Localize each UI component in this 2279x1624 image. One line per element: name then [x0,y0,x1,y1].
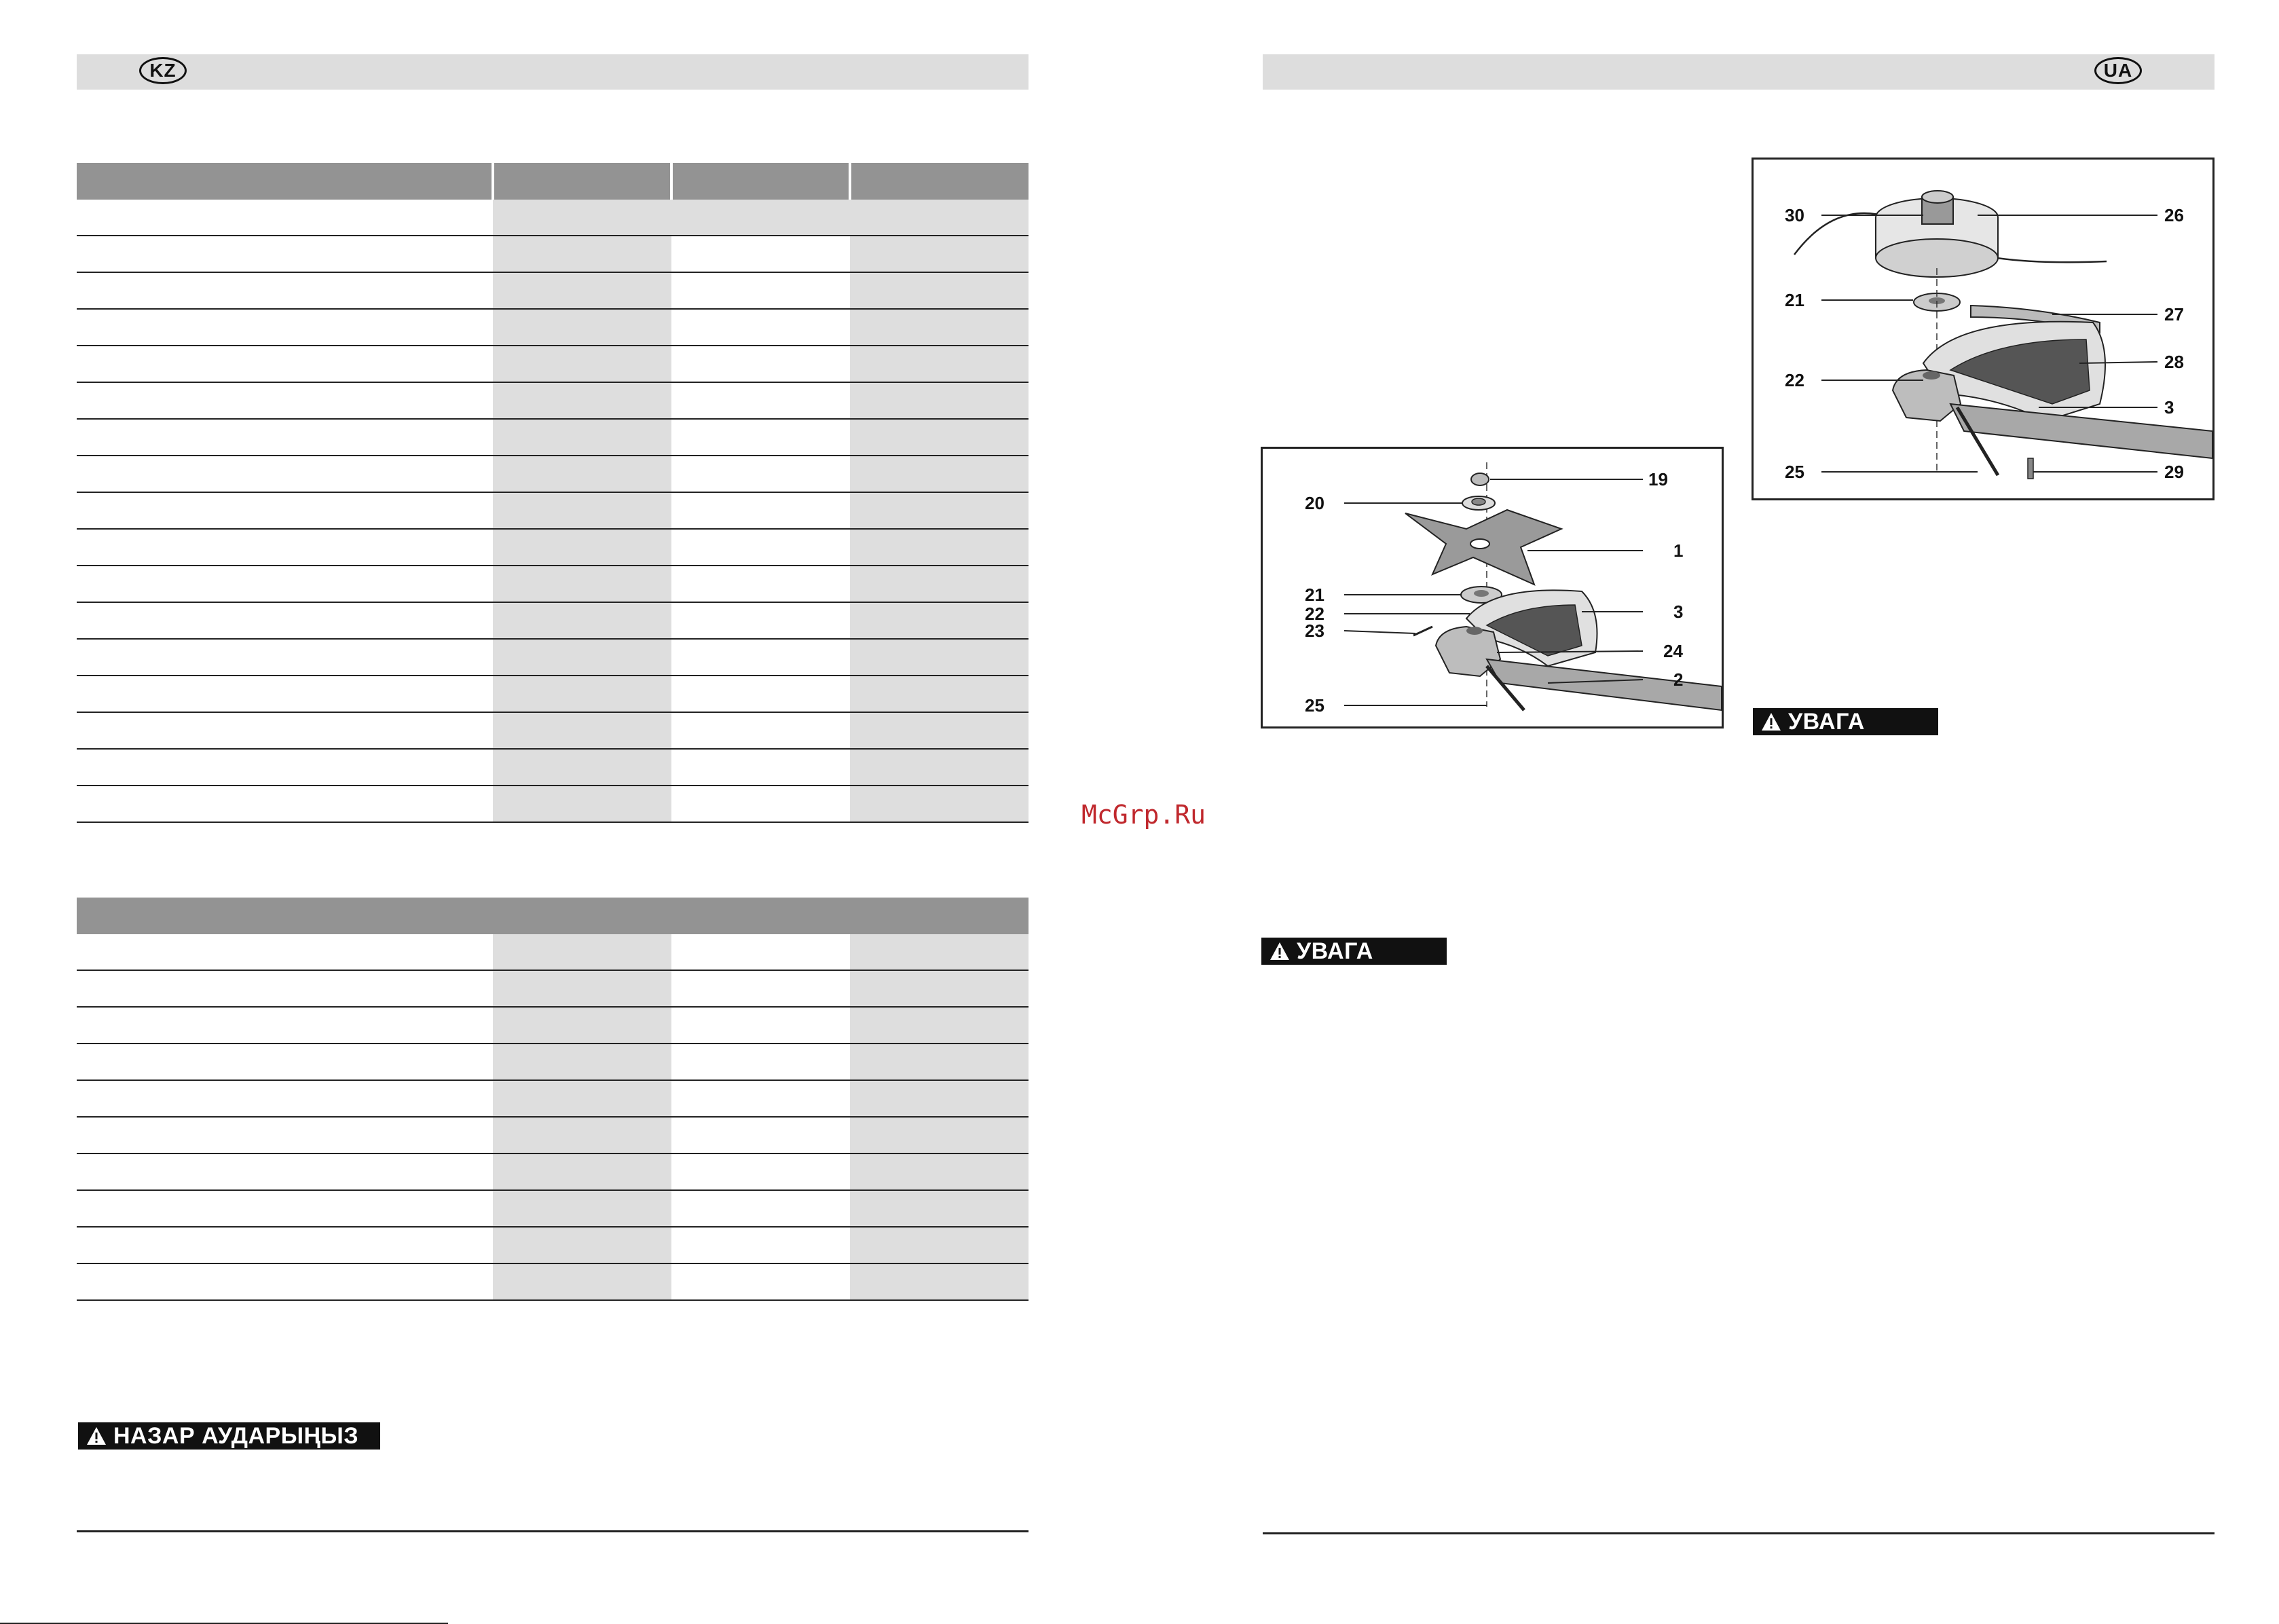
table-row [77,236,1029,272]
callout-26: 26 [2164,205,2184,225]
kz-warning-text: НАЗАР АУДАРЫҢЫЗ [113,1422,359,1449]
ua-header-bar [1263,54,2215,90]
callout-2: 2 [1673,669,1684,690]
table-row [77,456,1029,492]
warning-triangle-icon [1761,712,1781,732]
table-row [77,639,1029,676]
callout-23: 23 [1305,621,1324,641]
callout-27: 27 [2164,304,2184,325]
warning-triangle-icon [86,1426,107,1446]
table-row [77,1263,1029,1300]
table-row [77,970,1029,1007]
table-row [77,1044,1029,1080]
blade-assembly-drawing [1263,449,1722,726]
warning-triangle-icon [1270,941,1290,961]
table-row [77,676,1029,712]
watermark: McGrp.Ru [1081,800,1206,830]
kz-language-badge [139,57,187,84]
ua-warning-text-2: УВАГА [1297,938,1373,964]
table-row [77,566,1029,602]
callout-25: 25 [1305,695,1324,716]
callout-24: 24 [1663,641,1683,661]
ua-language-badge [2094,57,2142,84]
callout-20: 20 [1305,493,1324,513]
table-row [77,712,1029,749]
callout-28: 28 [2164,352,2184,372]
callout-22b: 22 [1785,370,1804,390]
kz-language-code: KZ [149,60,177,81]
ua-footer-rule [1263,1532,2215,1534]
table-row [77,1117,1029,1154]
trimmer-head-figure [1752,158,2215,500]
table-row [77,492,1029,529]
table-row [77,529,1029,566]
ua-warning-banner-1 [1753,708,1938,735]
trimmer-head-drawing [1754,160,2212,498]
table-header [77,163,1029,200]
ua-language-code: UA [2103,60,2133,81]
blade-assembly-figure [1261,447,1724,728]
table-row [77,309,1029,346]
callout-1: 1 [1673,540,1684,561]
table-row [77,200,1029,236]
table-row [77,1080,1029,1117]
callout-30: 30 [1785,205,1804,225]
callout-21: 21 [1305,585,1324,605]
table-row [77,272,1029,309]
callout-19: 19 [1648,469,1668,490]
callout-3: 3 [1673,602,1684,622]
table-row [77,602,1029,639]
table-row [77,1227,1029,1263]
callout-21b: 21 [1785,290,1804,310]
callout-22: 22 [1305,604,1324,624]
table-row [77,749,1029,786]
table-row [77,1190,1029,1227]
kz-header-bar [77,54,1029,90]
table-row [77,786,1029,822]
callout-3b: 3 [2164,397,2174,418]
table-header [77,898,1029,934]
table-row [77,1154,1029,1190]
table-row [77,419,1029,456]
table-row [77,1007,1029,1044]
table-row [77,346,1029,382]
callout-25b: 25 [1785,462,1804,482]
table-row [77,934,1029,970]
spec-table-1 [77,163,1029,823]
callout-29: 29 [2164,462,2184,482]
kz-footer-rule [77,1530,1029,1532]
spec-table-2 [77,898,1029,1301]
ua-warning-banner-2 [1261,938,1447,965]
ua-warning-text-1: УВАГА [1788,708,1865,735]
table-row [77,382,1029,419]
kz-warning-banner [78,1422,380,1450]
